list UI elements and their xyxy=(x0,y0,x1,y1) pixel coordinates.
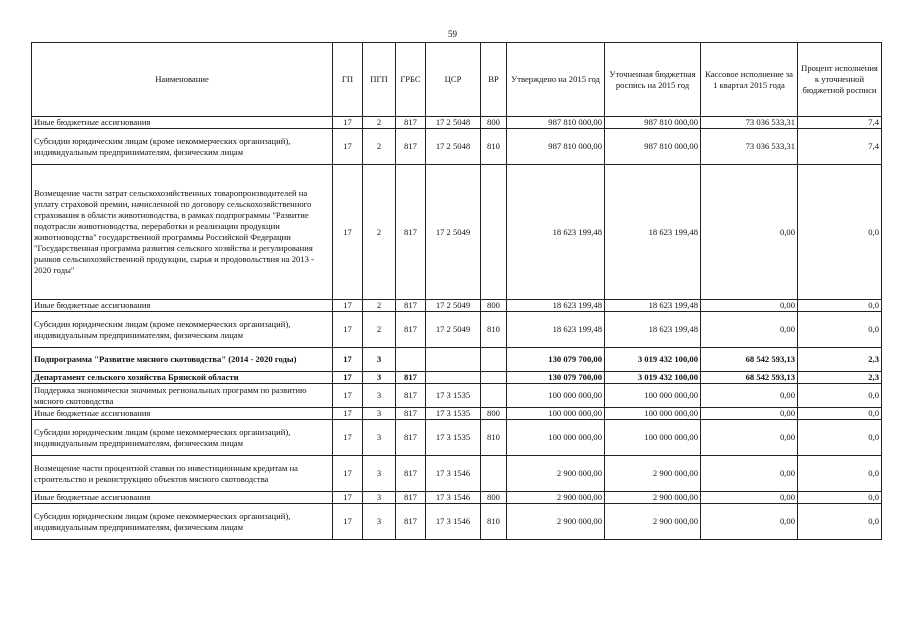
cell-percent: 0,0 xyxy=(798,456,882,492)
cell-grbs: 817 xyxy=(396,384,426,408)
cell-approved: 987 810 000,00 xyxy=(507,129,605,165)
column-header-approved: Утверждено на 2015 год xyxy=(507,43,605,117)
cell-gp: 17 xyxy=(333,408,363,420)
column-header-refined: Уточненная бюджетная роспись на 2015 год xyxy=(605,43,701,117)
cell-percent: 0,0 xyxy=(798,300,882,312)
cell-refined: 2 900 000,00 xyxy=(605,456,701,492)
cell-vr: 800 xyxy=(481,300,507,312)
cell-refined: 100 000 000,00 xyxy=(605,384,701,408)
cell-vr xyxy=(481,165,507,300)
cell-csr: 17 3 1546 xyxy=(426,456,481,492)
cell-csr: 17 3 1535 xyxy=(426,420,481,456)
cell-cash: 0,00 xyxy=(701,492,798,504)
cell-name: Субсидии юридическим лицам (кроме некоммерческих организаций), индивидуальным предпринимателям, физическим лицам xyxy=(32,420,333,456)
cell-pgp: 3 xyxy=(363,348,396,372)
cell-refined: 2 900 000,00 xyxy=(605,492,701,504)
cell-name: Возмещение части затрат сельскохозяйственных товаропроизводителей на уплату страховой премии, начисленной по договору сельскохозяйственного страхования в области животноводства, в рамках подпрограммы "Развитие подотрасли животноводства, переработки и реализации продукции животноводства" государственной программы Российской Федерации "Государственная программа развития сельского хозяйства и регулирования рынков сельскохозяйственной продукции, сырья и продовольствия на 2013 - 2020 годы" xyxy=(32,165,333,300)
cell-csr: 17 2 5048 xyxy=(426,129,481,165)
table-row xyxy=(32,492,882,504)
cell-cash: 0,00 xyxy=(701,456,798,492)
cell-vr: 810 xyxy=(481,312,507,348)
cell-percent: 0,0 xyxy=(798,165,882,300)
cell-csr: 17 2 5048 xyxy=(426,117,481,129)
cell-grbs: 817 xyxy=(396,117,426,129)
cell-grbs: 817 xyxy=(396,492,426,504)
cell-name: Департамент сельского хозяйства Брянской области xyxy=(32,372,333,384)
cell-percent: 0,0 xyxy=(798,408,882,420)
table-row xyxy=(32,117,882,129)
table-row xyxy=(32,504,882,540)
cell-csr: 17 3 1535 xyxy=(426,408,481,420)
cell-approved: 100 000 000,00 xyxy=(507,384,605,408)
cell-pgp: 3 xyxy=(363,408,396,420)
budget-execution-table xyxy=(31,42,882,540)
cell-name: Поддержка экономически значимых региональных программ по развитию мясного скотоводства xyxy=(32,384,333,408)
cell-name: Возмещение части процентной ставки по инвестиционным кредитам на строительство и реконструкцию объектов мясного скотоводства xyxy=(32,456,333,492)
column-header-csr: ЦСР xyxy=(426,43,481,117)
cell-refined: 2 900 000,00 xyxy=(605,504,701,540)
cell-pgp: 3 xyxy=(363,384,396,408)
cell-refined: 100 000 000,00 xyxy=(605,420,701,456)
cell-vr xyxy=(481,372,507,384)
cell-cash: 68 542 593,13 xyxy=(701,372,798,384)
cell-percent: 2,3 xyxy=(798,372,882,384)
cell-percent: 0,0 xyxy=(798,312,882,348)
cell-vr: 800 xyxy=(481,117,507,129)
cell-vr: 810 xyxy=(481,420,507,456)
cell-grbs: 817 xyxy=(396,165,426,300)
cell-csr: 17 3 1535 xyxy=(426,384,481,408)
cell-percent: 2,3 xyxy=(798,348,882,372)
cell-gp: 17 xyxy=(333,420,363,456)
cell-pgp: 2 xyxy=(363,165,396,300)
cell-grbs: 817 xyxy=(396,504,426,540)
table-row xyxy=(32,300,882,312)
column-header-name: Наименование xyxy=(32,43,333,117)
cell-gp: 17 xyxy=(333,117,363,129)
cell-name: Иные бюджетные ассигнования xyxy=(32,300,333,312)
cell-grbs xyxy=(396,348,426,372)
table-row xyxy=(32,456,882,492)
cell-approved: 2 900 000,00 xyxy=(507,504,605,540)
table-row xyxy=(32,420,882,456)
cell-vr: 810 xyxy=(481,129,507,165)
cell-csr: 17 3 1546 xyxy=(426,504,481,540)
cell-csr: 17 2 5049 xyxy=(426,165,481,300)
cell-approved: 2 900 000,00 xyxy=(507,492,605,504)
cell-gp: 17 xyxy=(333,129,363,165)
cell-pgp: 3 xyxy=(363,504,396,540)
cell-refined: 987 810 000,00 xyxy=(605,117,701,129)
cell-grbs: 817 xyxy=(396,372,426,384)
cell-approved: 130 079 700,00 xyxy=(507,372,605,384)
cell-cash: 0,00 xyxy=(701,165,798,300)
cell-cash: 0,00 xyxy=(701,384,798,408)
cell-name: Иные бюджетные ассигнования xyxy=(32,408,333,420)
cell-gp: 17 xyxy=(333,165,363,300)
cell-gp: 17 xyxy=(333,312,363,348)
cell-vr: 800 xyxy=(481,492,507,504)
cell-cash: 0,00 xyxy=(701,408,798,420)
cell-csr: 17 2 5049 xyxy=(426,300,481,312)
cell-grbs: 817 xyxy=(396,408,426,420)
cell-approved: 18 623 199,48 xyxy=(507,312,605,348)
table-row xyxy=(32,129,882,165)
cell-refined: 18 623 199,48 xyxy=(605,312,701,348)
cell-csr xyxy=(426,348,481,372)
cell-name: Подпрограмма "Развитие мясного скотоводства" (2014 - 2020 годы) xyxy=(32,348,333,372)
cell-vr xyxy=(481,384,507,408)
column-header-grbs: ГРБС xyxy=(396,43,426,117)
cell-cash: 0,00 xyxy=(701,312,798,348)
cell-approved: 130 079 700,00 xyxy=(507,348,605,372)
cell-refined: 3 019 432 100,00 xyxy=(605,372,701,384)
cell-cash: 68 542 593,13 xyxy=(701,348,798,372)
cell-vr: 810 xyxy=(481,504,507,540)
cell-pgp: 3 xyxy=(363,420,396,456)
cell-gp: 17 xyxy=(333,372,363,384)
cell-refined: 18 623 199,48 xyxy=(605,300,701,312)
cell-grbs: 817 xyxy=(396,129,426,165)
cell-vr: 800 xyxy=(481,408,507,420)
subprogram-row xyxy=(32,348,882,372)
cell-approved: 18 623 199,48 xyxy=(507,300,605,312)
cell-percent: 0,0 xyxy=(798,504,882,540)
cell-grbs: 817 xyxy=(396,420,426,456)
cell-approved: 987 810 000,00 xyxy=(507,117,605,129)
cell-gp: 17 xyxy=(333,300,363,312)
cell-percent: 0,0 xyxy=(798,492,882,504)
cell-pgp: 3 xyxy=(363,492,396,504)
cell-cash: 73 036 533,31 xyxy=(701,129,798,165)
cell-approved: 100 000 000,00 xyxy=(507,408,605,420)
cell-approved: 100 000 000,00 xyxy=(507,420,605,456)
cell-grbs: 817 xyxy=(396,312,426,348)
cell-refined: 3 019 432 100,00 xyxy=(605,348,701,372)
cell-cash: 0,00 xyxy=(701,300,798,312)
cell-name: Субсидии юридическим лицам (кроме некоммерческих организаций), индивидуальным предпринимателям, физическим лицам xyxy=(32,312,333,348)
table-row xyxy=(32,165,882,300)
cell-vr xyxy=(481,456,507,492)
column-header-cash: Кассовое исполнение за 1 квартал 2015 года xyxy=(701,43,798,117)
cell-vr xyxy=(481,348,507,372)
cell-gp: 17 xyxy=(333,492,363,504)
cell-gp: 17 xyxy=(333,504,363,540)
cell-pgp: 2 xyxy=(363,312,396,348)
cell-percent: 7,4 xyxy=(798,117,882,129)
cell-csr xyxy=(426,372,481,384)
cell-gp: 17 xyxy=(333,456,363,492)
cell-pgp: 3 xyxy=(363,372,396,384)
cell-cash: 73 036 533,31 xyxy=(701,117,798,129)
table-header-row xyxy=(32,43,882,117)
table-row xyxy=(32,312,882,348)
cell-pgp: 2 xyxy=(363,300,396,312)
cell-gp: 17 xyxy=(333,348,363,372)
column-header-gp: ГП xyxy=(333,43,363,117)
column-header-vr: ВР xyxy=(481,43,507,117)
table-row xyxy=(32,408,882,420)
cell-name: Иные бюджетные ассигнования xyxy=(32,117,333,129)
cell-approved: 2 900 000,00 xyxy=(507,456,605,492)
cell-csr: 17 2 5049 xyxy=(426,312,481,348)
cell-gp: 17 xyxy=(333,384,363,408)
cell-refined: 100 000 000,00 xyxy=(605,408,701,420)
cell-percent: 7,4 xyxy=(798,129,882,165)
column-header-pgp: ПГП xyxy=(363,43,396,117)
page-number: 59 xyxy=(448,29,457,39)
cell-name: Субсидии юридическим лицам (кроме некоммерческих организаций), индивидуальным предпринимателям, физическим лицам xyxy=(32,504,333,540)
cell-name: Иные бюджетные ассигнования xyxy=(32,492,333,504)
cell-csr: 17 3 1546 xyxy=(426,492,481,504)
cell-pgp: 2 xyxy=(363,129,396,165)
table-row xyxy=(32,384,882,408)
cell-percent: 0,0 xyxy=(798,384,882,408)
cell-refined: 18 623 199,48 xyxy=(605,165,701,300)
cell-grbs: 817 xyxy=(396,456,426,492)
cell-grbs: 817 xyxy=(396,300,426,312)
cell-refined: 987 810 000,00 xyxy=(605,129,701,165)
column-header-percent: Процент исполнения к уточненной бюджетной росписи xyxy=(798,43,882,117)
cell-name: Субсидии юридическим лицам (кроме некоммерческих организаций), индивидуальным предпринимателям, физическим лицам xyxy=(32,129,333,165)
cell-pgp: 3 xyxy=(363,456,396,492)
cell-approved: 18 623 199,48 xyxy=(507,165,605,300)
cell-cash: 0,00 xyxy=(701,504,798,540)
cell-cash: 0,00 xyxy=(701,420,798,456)
cell-percent: 0,0 xyxy=(798,420,882,456)
cell-pgp: 2 xyxy=(363,117,396,129)
department-row xyxy=(32,372,882,384)
